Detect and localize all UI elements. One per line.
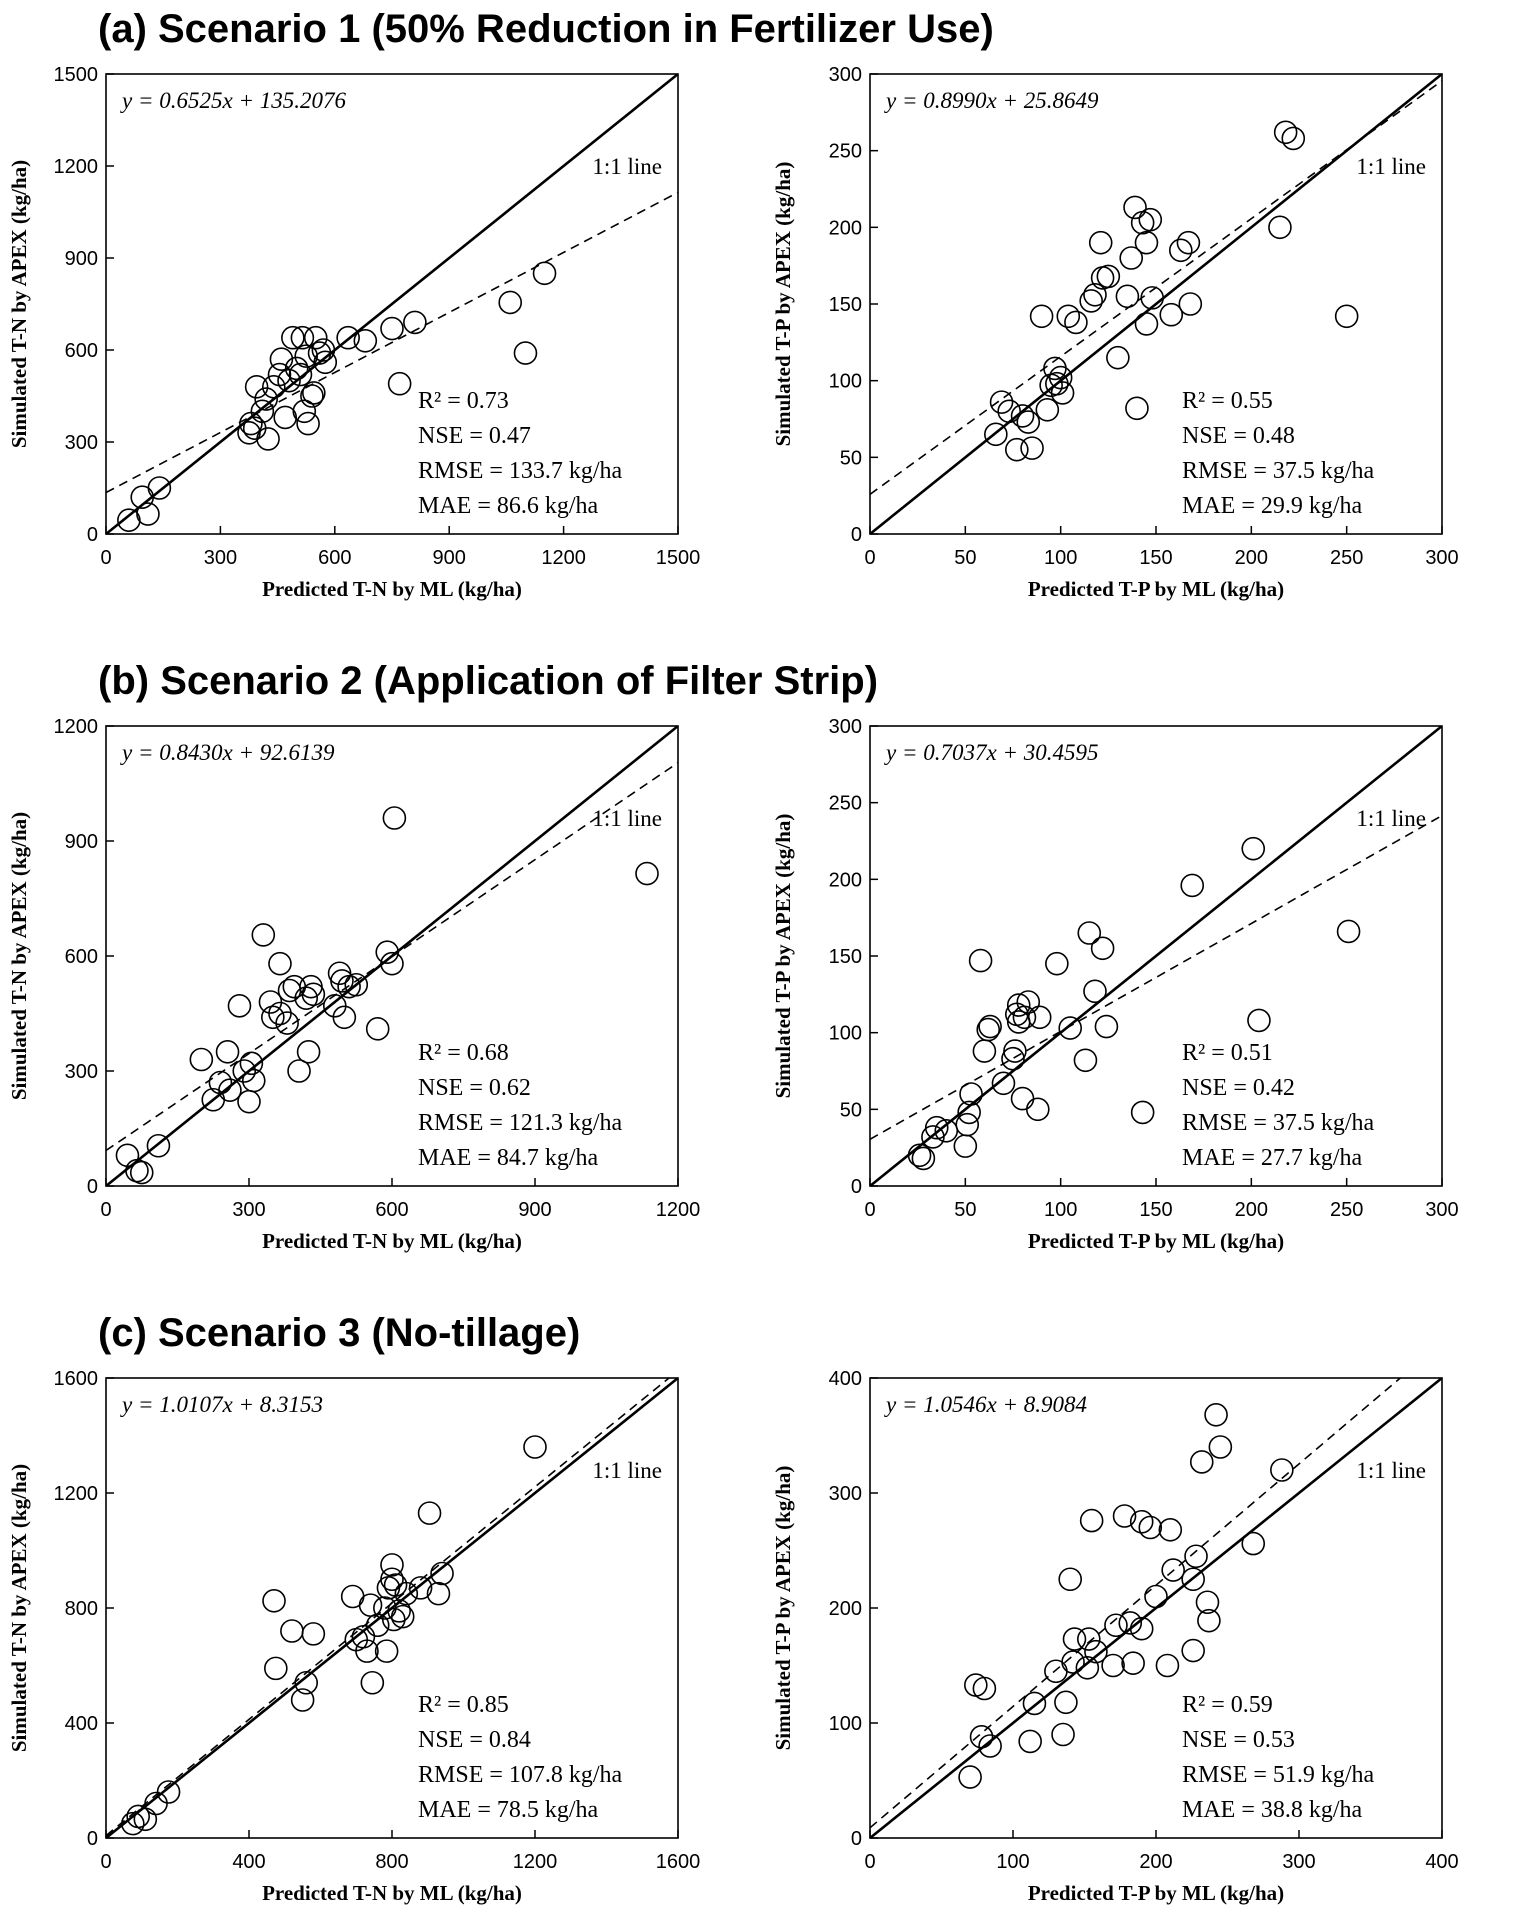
x-axis-title: Predicted T-N by ML (kg/ha) xyxy=(262,577,522,601)
data-point xyxy=(970,950,992,972)
data-point xyxy=(1336,305,1358,327)
stat-rmse: RMSE = 51.9 kg/ha xyxy=(1182,1762,1375,1788)
data-point xyxy=(1122,1652,1144,1674)
y-tick-label: 200 xyxy=(828,869,862,892)
x-tick-label: 50 xyxy=(954,547,977,569)
y-tick-label: 250 xyxy=(828,140,862,163)
data-point xyxy=(1191,1451,1213,1473)
data-point xyxy=(381,318,403,340)
y-tick-label: 400 xyxy=(64,1713,98,1735)
fit-equation: y = 1.0546x + 8.9084 xyxy=(886,1392,1087,1417)
data-point xyxy=(354,330,376,352)
x-axis-title: Predicted T-N by ML (kg/ha) xyxy=(262,1881,522,1905)
x-tick-label: 1500 xyxy=(655,547,701,569)
identity-line-label: 1:1 line xyxy=(592,1458,662,1483)
data-point xyxy=(269,953,291,975)
stat-nse: NSE = 0.48 xyxy=(1182,423,1295,449)
fit-line xyxy=(106,192,678,492)
data-point xyxy=(1084,980,1106,1002)
data-point xyxy=(1008,1011,1030,1033)
data-point xyxy=(1107,347,1129,369)
x-axis-title: Predicted T-P by ML (kg/ha) xyxy=(1027,1881,1285,1905)
data-point xyxy=(1139,209,1161,231)
y-axis-title: Simulated T-P by APEX (kg/ha) xyxy=(771,161,795,447)
data-point xyxy=(1027,1098,1049,1120)
x-tick-label: 300 xyxy=(203,547,238,569)
data-point xyxy=(209,1072,231,1094)
y-tick-label: 900 xyxy=(64,831,98,853)
y-tick-label: 300 xyxy=(64,1061,98,1083)
chart-a-tp xyxy=(764,58,1528,638)
data-point xyxy=(1095,1016,1117,1038)
data-point xyxy=(959,1766,981,1788)
data-point xyxy=(243,1070,265,1092)
data-point xyxy=(534,262,556,284)
data-point xyxy=(1065,311,1087,333)
y-tick-label: 300 xyxy=(828,64,862,86)
data-point xyxy=(1242,1533,1264,1555)
stat-mae: MAE = 84.7 kg/ha xyxy=(418,1145,599,1171)
data-point xyxy=(1063,1628,1085,1650)
x-tick-label: 300 xyxy=(1425,1199,1459,1221)
data-point xyxy=(1282,127,1304,149)
data-point xyxy=(305,327,327,349)
stat-mae: MAE = 27.7 kg/ha xyxy=(1182,1145,1363,1171)
x-tick-label: 100 xyxy=(1043,547,1078,569)
stat-r2: R² = 0.55 xyxy=(1182,388,1273,414)
y-tick-label: 250 xyxy=(828,792,862,815)
stat-mae: MAE = 29.9 kg/ha xyxy=(1182,493,1363,519)
y-tick-label: 200 xyxy=(828,1598,862,1620)
chart-a-tn xyxy=(0,58,764,638)
data-point xyxy=(361,1672,383,1694)
stat-nse: NSE = 0.84 xyxy=(418,1727,531,1753)
data-point xyxy=(1019,1730,1041,1752)
y-tick-label: 400 xyxy=(828,1368,862,1390)
data-point xyxy=(279,980,301,1002)
stat-nse: NSE = 0.53 xyxy=(1182,1727,1295,1753)
x-tick-label: 400 xyxy=(1425,1851,1459,1873)
data-point xyxy=(392,1606,414,1628)
y-tick-label: 300 xyxy=(828,1483,862,1505)
data-point xyxy=(252,924,274,946)
data-point xyxy=(1002,1048,1024,1070)
y-tick-label: 1500 xyxy=(53,64,98,86)
stat-mae: MAE = 38.8 kg/ha xyxy=(1182,1797,1363,1823)
y-axis-title: Simulated T-P by APEX (kg/ha) xyxy=(771,1465,795,1751)
stat-nse: NSE = 0.42 xyxy=(1182,1075,1295,1101)
x-axis-title: Predicted T-P by ML (kg/ha) xyxy=(1027,577,1285,601)
data-point xyxy=(381,1554,403,1576)
y-tick-label: 300 xyxy=(828,716,862,738)
data-point xyxy=(1145,1586,1167,1608)
x-tick-label: 1600 xyxy=(655,1851,701,1873)
x-tick-label: 150 xyxy=(1139,1199,1173,1221)
data-point xyxy=(1045,1660,1067,1682)
data-point xyxy=(973,1678,995,1700)
x-tick-label: 200 xyxy=(1234,1199,1269,1221)
data-point xyxy=(991,391,1013,413)
x-tick-label: 250 xyxy=(1329,1199,1364,1221)
data-point xyxy=(1074,1049,1096,1071)
y-tick-label: 0 xyxy=(86,1828,98,1850)
data-point xyxy=(1059,1568,1081,1590)
x-tick-label: 300 xyxy=(1425,547,1459,569)
data-point xyxy=(1078,1628,1100,1650)
x-axis-title: Predicted T-P by ML (kg/ha) xyxy=(1027,1229,1285,1253)
stat-r2: R² = 0.73 xyxy=(418,388,509,414)
identity-line-label: 1:1 line xyxy=(592,806,662,831)
data-point xyxy=(367,1018,389,1040)
data-point xyxy=(514,342,536,364)
data-point xyxy=(1004,1040,1026,1062)
data-point xyxy=(263,376,285,398)
data-point xyxy=(1126,397,1148,419)
x-tick-label: 1200 xyxy=(512,1851,558,1873)
data-point xyxy=(499,291,521,313)
data-point xyxy=(1185,1545,1207,1567)
data-point xyxy=(244,417,266,439)
stat-rmse: RMSE = 107.8 kg/ha xyxy=(418,1762,623,1788)
data-point xyxy=(1135,232,1157,254)
data-point xyxy=(298,1041,320,1063)
y-tick-label: 150 xyxy=(828,294,862,316)
data-point xyxy=(1205,1404,1227,1426)
x-tick-label: 150 xyxy=(1139,547,1173,569)
chart-c-tp xyxy=(764,1362,1528,1929)
data-point xyxy=(1046,953,1068,975)
data-point xyxy=(251,400,273,422)
section-title-c: (c) Scenario 3 (No-tillage) xyxy=(98,1311,581,1355)
data-point xyxy=(1102,1655,1124,1677)
data-point xyxy=(1159,1519,1181,1541)
y-tick-label: 100 xyxy=(828,370,862,393)
data-point xyxy=(389,373,411,395)
y-axis-title: Simulated T-N by APEX (kg/ha) xyxy=(7,1463,31,1753)
data-point xyxy=(1209,1436,1231,1458)
x-tick-label: 0 xyxy=(864,1199,876,1221)
data-point xyxy=(219,1079,241,1101)
data-point xyxy=(238,1091,260,1113)
data-point xyxy=(297,413,319,435)
stat-nse: NSE = 0.62 xyxy=(418,1075,531,1101)
chart-b-tp xyxy=(764,710,1528,1290)
data-point xyxy=(419,1502,441,1524)
data-point xyxy=(1338,920,1360,942)
data-point xyxy=(228,995,250,1017)
data-point xyxy=(1084,284,1106,306)
data-point xyxy=(376,1640,398,1662)
data-point xyxy=(1090,232,1112,254)
stat-r2: R² = 0.85 xyxy=(418,1692,509,1718)
section-title-a: (a) Scenario 1 (50% Reduction in Fertilizer Use) xyxy=(98,7,994,51)
data-point xyxy=(1116,285,1138,307)
fit-equation: y = 0.8430x + 92.6139 xyxy=(122,740,335,765)
y-tick-label: 100 xyxy=(828,1022,862,1045)
x-tick-label: 900 xyxy=(432,547,466,569)
y-tick-label: 0 xyxy=(86,524,98,546)
data-point xyxy=(1248,1009,1270,1031)
data-point xyxy=(1029,1006,1051,1028)
data-point xyxy=(1105,1614,1127,1636)
data-point xyxy=(300,976,322,998)
x-tick-label: 900 xyxy=(518,1199,552,1221)
data-point xyxy=(1092,937,1114,959)
data-point xyxy=(1182,1640,1204,1662)
x-tick-label: 800 xyxy=(375,1851,409,1873)
data-point xyxy=(1017,411,1039,433)
x-tick-label: 1200 xyxy=(655,1199,701,1221)
x-tick-label: 200 xyxy=(1234,547,1269,569)
x-tick-label: 400 xyxy=(232,1851,266,1873)
data-point xyxy=(148,477,170,499)
y-tick-label: 900 xyxy=(64,248,98,270)
y-tick-label: 150 xyxy=(828,946,862,968)
data-point xyxy=(1135,313,1157,335)
y-tick-label: 1200 xyxy=(53,156,98,178)
data-point xyxy=(282,327,304,349)
section-title-b: (b) Scenario 2 (Application of Filter Strip) xyxy=(98,659,879,703)
data-point xyxy=(1275,121,1297,143)
data-point xyxy=(265,1657,287,1679)
identity-line-label: 1:1 line xyxy=(592,154,662,179)
y-axis-title: Simulated T-N by APEX (kg/ha) xyxy=(7,811,31,1101)
identity-line-label: 1:1 line xyxy=(1356,154,1426,179)
y-tick-label: 600 xyxy=(64,946,98,968)
data-point xyxy=(331,970,353,992)
y-tick-label: 0 xyxy=(850,524,862,546)
data-point xyxy=(1012,1088,1034,1110)
y-tick-label: 200 xyxy=(828,217,862,240)
data-point xyxy=(1078,922,1100,944)
y-axis-title: Simulated T-P by APEX (kg/ha) xyxy=(771,813,795,1099)
x-tick-label: 0 xyxy=(864,547,876,569)
data-point xyxy=(1031,305,1053,327)
y-tick-label: 0 xyxy=(850,1176,862,1198)
fit-equation: y = 0.8990x + 25.8649 xyxy=(886,88,1099,113)
data-point xyxy=(1081,1510,1103,1532)
stat-rmse: RMSE = 37.5 kg/ha xyxy=(1182,458,1375,484)
stat-r2: R² = 0.51 xyxy=(1182,1040,1273,1066)
data-point xyxy=(383,807,405,829)
data-point xyxy=(1021,437,1043,459)
data-point xyxy=(1052,1724,1074,1746)
data-point xyxy=(1057,305,1079,327)
x-tick-label: 100 xyxy=(1043,1199,1078,1221)
data-point xyxy=(1006,439,1028,461)
y-tick-label: 50 xyxy=(839,447,862,470)
x-tick-label: 200 xyxy=(1139,1851,1173,1873)
x-tick-label: 100 xyxy=(996,1851,1030,1873)
fit-equation: y = 0.6525x + 135.2076 xyxy=(122,88,346,113)
data-point xyxy=(302,1623,324,1645)
y-tick-label: 100 xyxy=(828,1713,862,1735)
x-tick-label: 600 xyxy=(375,1199,409,1221)
y-tick-label: 0 xyxy=(86,1176,98,1198)
fit-equation: y = 0.7037x + 30.4595 xyxy=(886,740,1099,765)
stat-mae: MAE = 78.5 kg/ha xyxy=(418,1797,599,1823)
y-tick-label: 1600 xyxy=(53,1368,98,1390)
data-point xyxy=(1055,1691,1077,1713)
data-point xyxy=(302,983,324,1005)
x-tick-label: 50 xyxy=(954,1199,977,1221)
data-point xyxy=(190,1049,212,1071)
data-point xyxy=(1132,1101,1154,1123)
data-point xyxy=(973,1040,995,1062)
data-point xyxy=(147,1135,169,1157)
y-tick-label: 600 xyxy=(64,340,98,362)
data-point xyxy=(257,428,279,450)
x-tick-label: 0 xyxy=(100,1851,112,1873)
data-point xyxy=(1181,874,1203,896)
y-tick-label: 50 xyxy=(839,1099,862,1122)
data-point xyxy=(524,1436,546,1458)
x-tick-label: 1200 xyxy=(541,547,586,569)
x-axis-title: Predicted T-N by ML (kg/ha) xyxy=(262,1229,522,1253)
chart-b-tn xyxy=(0,710,764,1290)
x-tick-label: 0 xyxy=(100,1199,112,1221)
stat-r2: R² = 0.68 xyxy=(418,1040,509,1066)
x-tick-label: 0 xyxy=(864,1851,876,1873)
y-axis-title: Simulated T-N by APEX (kg/ha) xyxy=(7,159,31,449)
data-point xyxy=(134,1808,156,1830)
x-tick-label: 0 xyxy=(100,547,112,569)
stat-nse: NSE = 0.47 xyxy=(418,423,531,449)
x-tick-label: 300 xyxy=(1282,1851,1316,1873)
stat-mae: MAE = 86.6 kg/ha xyxy=(418,493,599,519)
data-point xyxy=(1242,838,1264,860)
x-tick-label: 250 xyxy=(1329,547,1364,569)
y-tick-label: 800 xyxy=(64,1598,98,1620)
y-tick-label: 1200 xyxy=(53,1483,98,1505)
data-point xyxy=(360,1594,382,1616)
data-point xyxy=(281,1620,303,1642)
data-point xyxy=(1179,293,1201,315)
chart-c-tn xyxy=(0,1362,764,1929)
data-point xyxy=(1156,1655,1178,1677)
data-point xyxy=(263,1590,285,1612)
data-point xyxy=(971,1726,993,1748)
fit-line xyxy=(870,816,1442,1140)
stat-rmse: RMSE = 37.5 kg/ha xyxy=(1182,1110,1375,1136)
data-point xyxy=(217,1041,239,1063)
identity-line-label: 1:1 line xyxy=(1356,806,1426,831)
data-point xyxy=(636,863,658,885)
data-point xyxy=(1269,216,1291,238)
y-tick-label: 300 xyxy=(64,432,98,454)
data-point xyxy=(1023,1692,1045,1714)
y-tick-label: 0 xyxy=(850,1828,862,1850)
x-tick-label: 600 xyxy=(318,547,352,569)
data-point xyxy=(954,1135,976,1157)
stat-rmse: RMSE = 121.3 kg/ha xyxy=(418,1110,623,1136)
fit-equation: y = 1.0107x + 8.3153 xyxy=(122,1392,323,1417)
x-tick-label: 300 xyxy=(232,1199,266,1221)
data-point xyxy=(1059,1017,1081,1039)
identity-line-label: 1:1 line xyxy=(1356,1458,1426,1483)
data-point xyxy=(1036,399,1058,421)
y-tick-label: 1200 xyxy=(53,716,98,738)
stat-rmse: RMSE = 133.7 kg/ha xyxy=(418,458,623,484)
data-point xyxy=(270,348,292,370)
stat-r2: R² = 0.59 xyxy=(1182,1692,1273,1718)
